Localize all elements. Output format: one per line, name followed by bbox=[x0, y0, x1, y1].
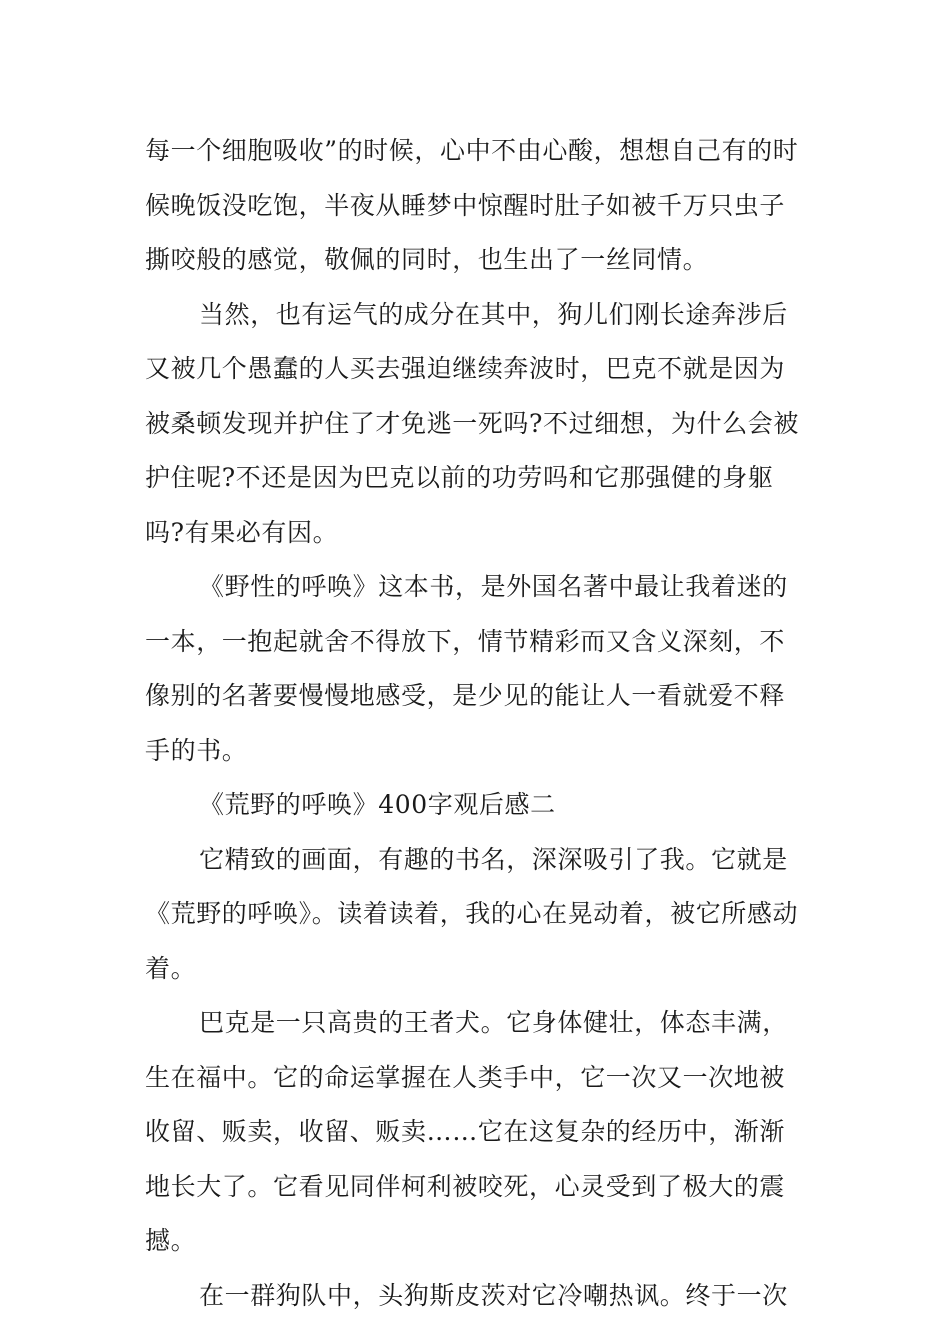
paragraph-continued: 每一个细胞吸收”的时候，心中不由心酸，想想自己有的时候晚饭没吃饱，半夜从睡梦中惊醒时肚子如被千万只虫子撕咬般的感觉，敬佩的同时，也生出了一丝同情。 bbox=[145, 136, 799, 274]
section-heading: 《荒野的呼唤》400字观后感二 bbox=[199, 790, 556, 819]
paragraph-intro: 它精致的画面，有趣的书名，深深吸引了我。它就是《荒野的呼唤》。读着读着，我的心在晃动着，被它所感动着。 bbox=[145, 844, 799, 983]
paragraph-book-review: 《野性的呼唤》这本书，是外国名著中最让我着迷的一本，一抱起就舍不得放下，情节精彩而又含义深刻，不像别的名著要慢慢地感受，是少见的能让人一看就爱不释手的书。 bbox=[145, 572, 788, 765]
paragraph-spitz: 在一群狗队中，头狗斯皮茨对它冷嘲热讽。终于一次 bbox=[199, 1280, 788, 1310]
document-body bbox=[145, 124, 809, 1323]
paragraph-buck: 巴克是一只高贵的王者犬。它身体健壮，体态丰满，生在福中。它的命运掌握在人类手中，它一次又一次地被收留、贩卖，收留、贩卖……它在这复杂的经历中，渐渐地长大了。它看见同伴柯利被咬死，心灵受到了极大的震撼。 bbox=[145, 1008, 788, 1255]
paragraph-luck: 当然，也有运气的成分在其中，狗儿们刚长途奔涉后又被几个愚蠢的人买去强迫继续奔波时，巴克不就是因为被桑顿发现并护住了才免逃一死吗?不过细想，为什么会被护住呢?不还是因为巴克以前的功劳吗和它那强健的身躯吗?有果必有因。 bbox=[145, 299, 800, 547]
